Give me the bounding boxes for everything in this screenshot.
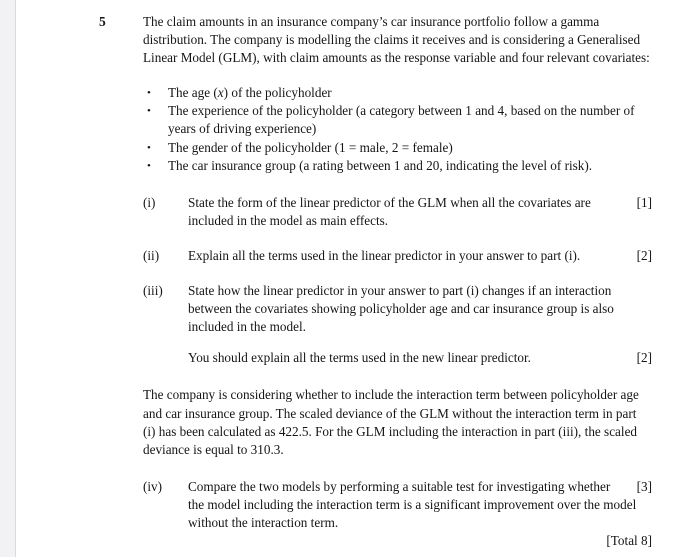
subpart-iv-marks: [3] (636, 478, 652, 494)
subpart-i (143, 194, 652, 230)
covariate-list (143, 84, 652, 174)
list-item-label: The gender of the policyholder (1 = male, 2 = female) (168, 139, 453, 155)
spacer (99, 230, 652, 247)
subpart-ii-text: [2] Explain all the terms used in the linear predictor in your answer to part (i). (188, 247, 652, 265)
list-item-label: The age (x) of the policyholder (168, 85, 332, 101)
part-i-block (143, 194, 652, 230)
subpart-iv (143, 478, 652, 532)
question-header-row (99, 13, 652, 67)
subpart-ii (143, 247, 652, 265)
list-item-label: The experience of the policyholder (a category between 1 and 4, based on the number of years of driving experience) (168, 103, 635, 137)
subpart-iii-label: (iii) (143, 283, 163, 299)
list-item (143, 139, 652, 157)
spacer (99, 459, 652, 478)
subpart-ii-marks: [2] (636, 247, 652, 263)
question-intro-block (143, 13, 652, 67)
part-iv-block (143, 478, 652, 550)
subpart-iii-extra-text: [2] You should explain all the terms used in the new linear predictor. (188, 349, 652, 367)
subpart-iv-label: (iv) (143, 478, 163, 494)
part-iii-block (143, 282, 652, 367)
subpart-iv-text: [3] Compare the two models by performing a suitable test for investigating whether the model including the interaction term is a significant improvement over the model without the interaction term. (188, 478, 652, 530)
list-item (143, 157, 652, 175)
spacer (188, 336, 652, 349)
spacer (99, 265, 652, 282)
subpart-iii (143, 282, 652, 367)
subpart-i-text: [1] State the form of the linear predictor of the GLM when all the covariates are included in the model as main effects. (188, 194, 652, 228)
subpart-ii-label: (ii) (143, 247, 160, 263)
bullet-icon: • (147, 159, 151, 172)
subpart-iii-text: State how the linear predictor in your answer to part (i) changes if an interaction between the covariates showing policyholder age and car insurance group is also included in the model. (188, 283, 614, 335)
list-item (143, 102, 652, 138)
spacer (99, 367, 652, 386)
question-content (99, 13, 652, 550)
spacer (99, 67, 652, 84)
subpart-i-marks: [1] (636, 194, 652, 210)
bullet-icon: • (147, 141, 151, 154)
bullet-icon: • (147, 105, 151, 118)
subpart-i-label: (i) (143, 194, 156, 210)
page-left-gutter (0, 0, 15, 557)
deviance-block (143, 386, 652, 458)
deviance-paragraph: The company is considering whether to include the interaction term between policyholder age and car insurance group. The scaled deviance of the GLM without the interaction term in part (i) has been calculated as 422.5. For the GLM including the interaction in part (iii), the scaled deviance is equal to 310.3. (143, 387, 639, 457)
covariates-block (143, 84, 652, 174)
page-margin-rule (15, 0, 16, 557)
list-item-label: The car insurance group (a rating between 1 and 20, indicating the level of risk). (168, 157, 593, 173)
variable-x: x (217, 85, 224, 101)
list-item (143, 84, 652, 102)
spacer (99, 175, 652, 194)
subpart-iii-marks: [2] (636, 350, 652, 366)
question-intro-text: The claim amounts in an insurance company’s car insurance portfolio follow a gamma distribution. The company is modelling the claims it receives and is considering a Generalised Linear Model (GLM), with claim amounts as the response variable and four relevant covariates: (143, 14, 650, 66)
bullet-icon: • (147, 87, 151, 100)
question-number: 5 (99, 14, 106, 29)
question-total-marks: [Total 8] (606, 533, 652, 549)
part-ii-block (143, 247, 652, 265)
